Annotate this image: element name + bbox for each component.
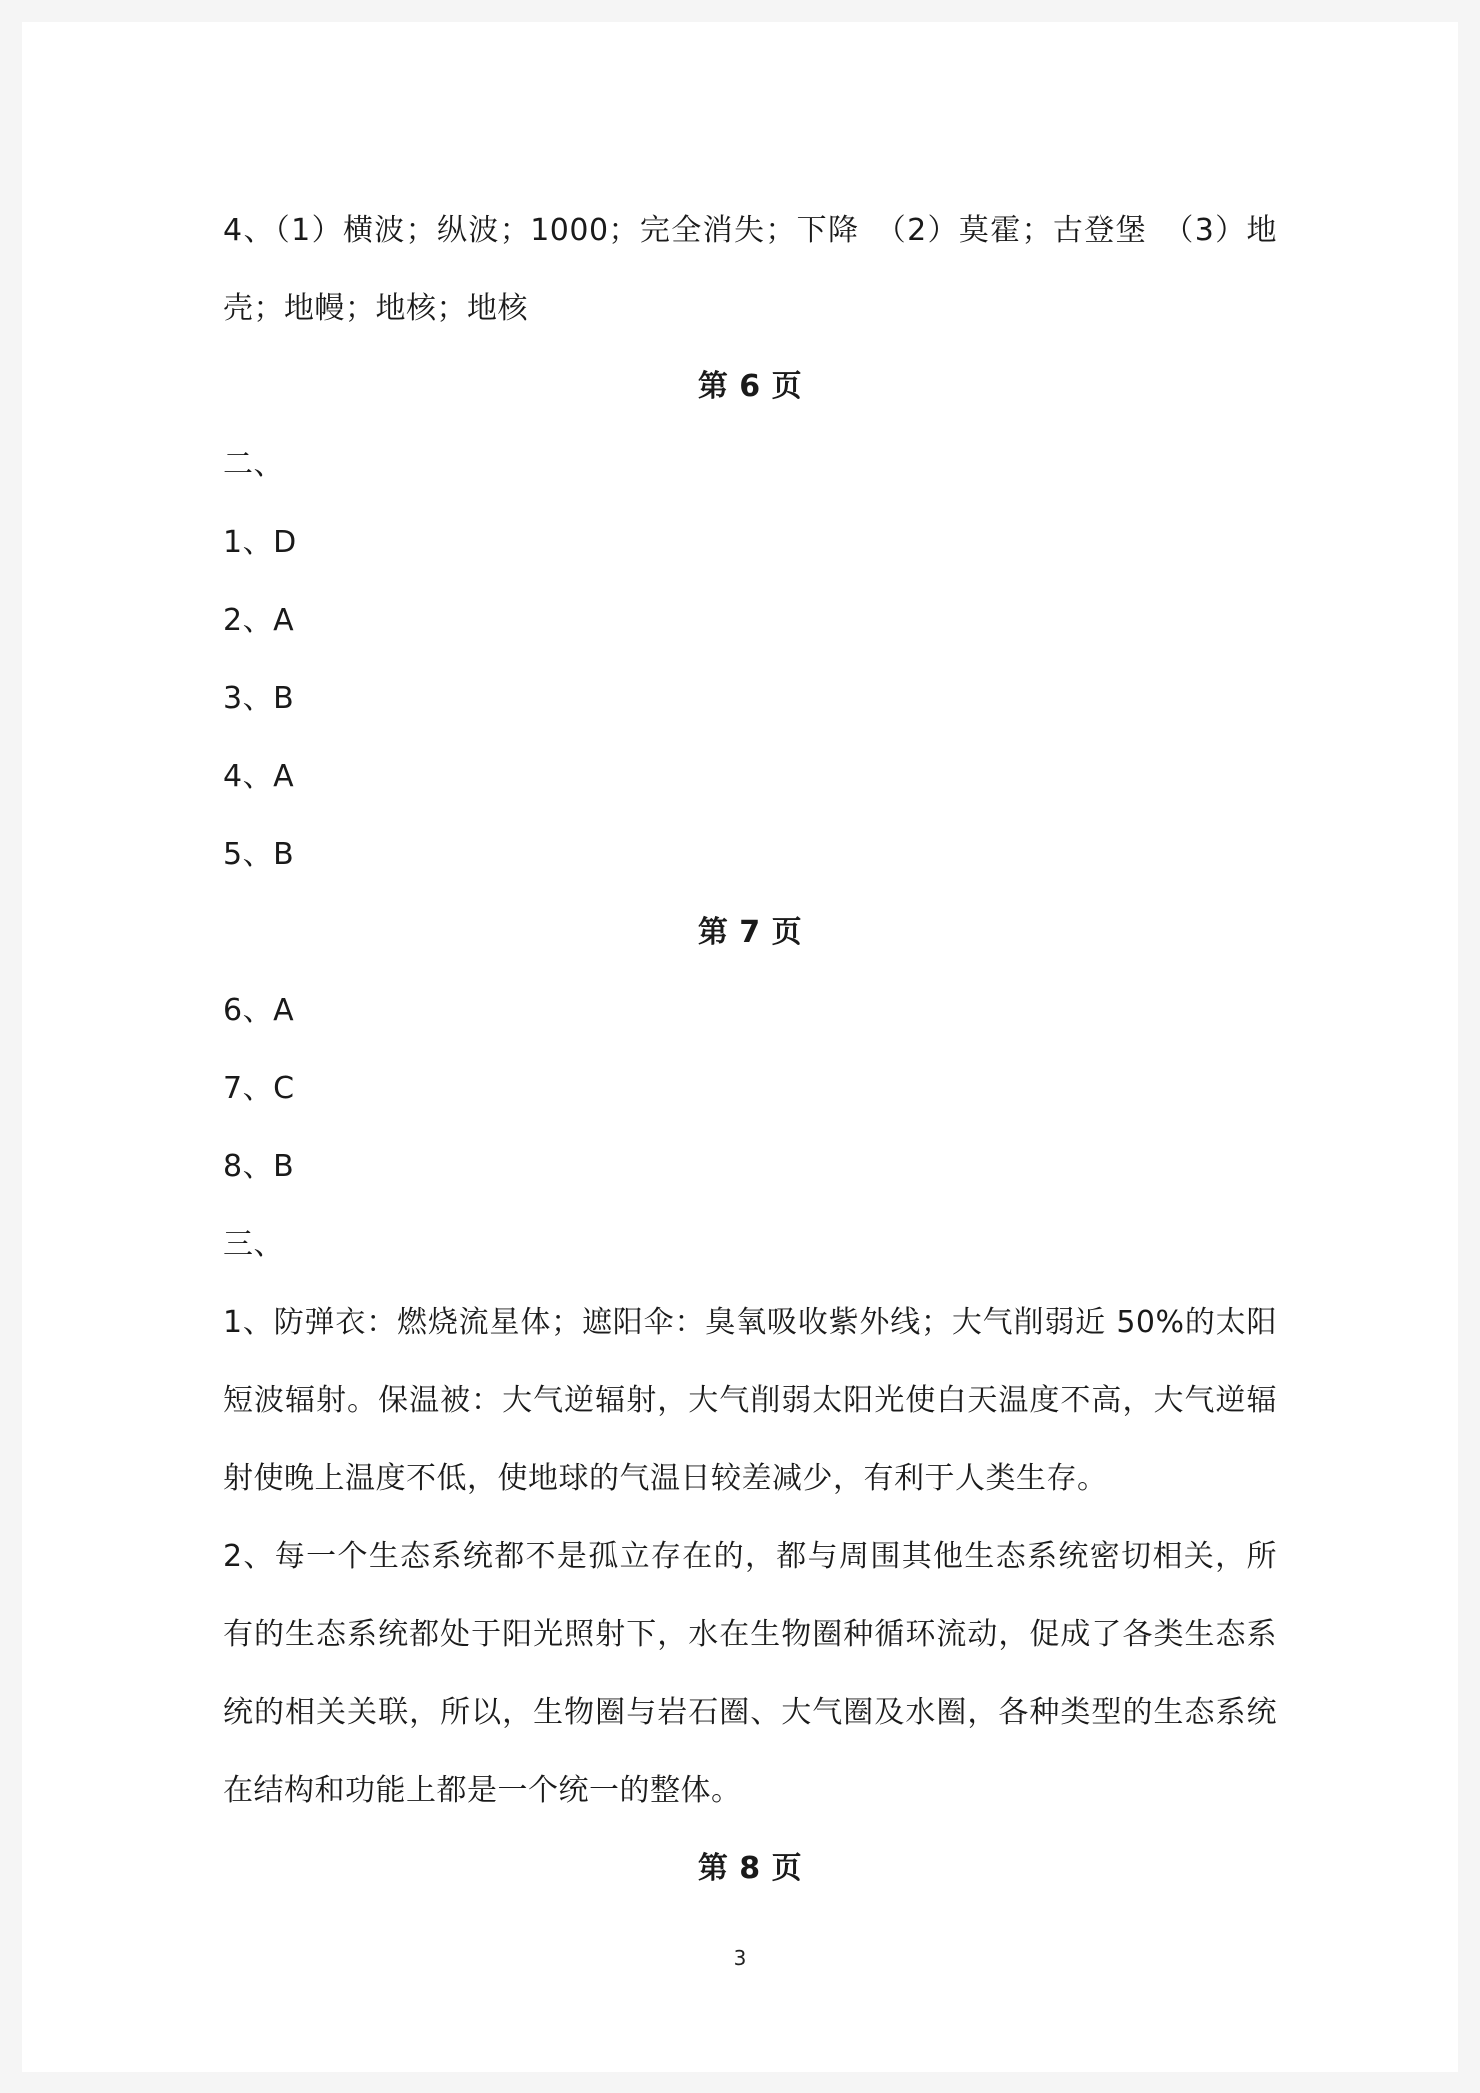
- document-body: [223, 192, 1277, 1908]
- answer-line-6: 6、A: [223, 993, 295, 1028]
- section-label-2: 二、: [223, 447, 284, 482]
- page-heading-8: 第 8 页: [697, 1851, 803, 1886]
- answer-paragraph-1: 1、防弹衣：燃烧流星体；遮阳伞：臭氧吸收紫外线；大气削弱近 50%的太阳短波辐射。保温被：大气逆辐射，大气削弱太阳光使白天温度不高，大气逆辐射使晚上温度不低，使地球的气温日较差减少，有利于人类生存。: [223, 1305, 1277, 1496]
- answer-paragraph-2: 2、每一个生态系统都不是孤立存在的，都与周围其他生态系统密切相关，所有的生态系统都处于阳光照射下，水在生物圈种循环流动，促成了各类生态系统的相关关联，所以，生物圈与岩石圈、大气圈及水圈，各种类型的生态系统在结构和功能上都是一个统一的整体。: [223, 1539, 1277, 1808]
- answer-line-8: 8、B: [223, 1149, 295, 1184]
- page-heading-6: 第 6 页: [697, 369, 803, 404]
- answer-line-5: 5、B: [223, 837, 295, 872]
- answer-line-7: 7、C: [223, 1071, 295, 1106]
- document-page: [22, 22, 1458, 2072]
- answer-paragraph-4: 4、（1）横波；纵波；1000；完全消失；下降 （2）莫霍；古登堡 （3）地壳；地幔；地核；地核: [223, 213, 1277, 326]
- page-number: 3: [733, 1946, 747, 1970]
- answer-line-2: 2、A: [223, 603, 295, 638]
- answer-line-4: 4、A: [223, 759, 295, 794]
- answer-line-1: 1、D: [223, 525, 297, 560]
- section-label-3: 三、: [223, 1227, 284, 1262]
- page-heading-7: 第 7 页: [697, 915, 803, 950]
- answer-line-3: 3、B: [223, 681, 295, 716]
